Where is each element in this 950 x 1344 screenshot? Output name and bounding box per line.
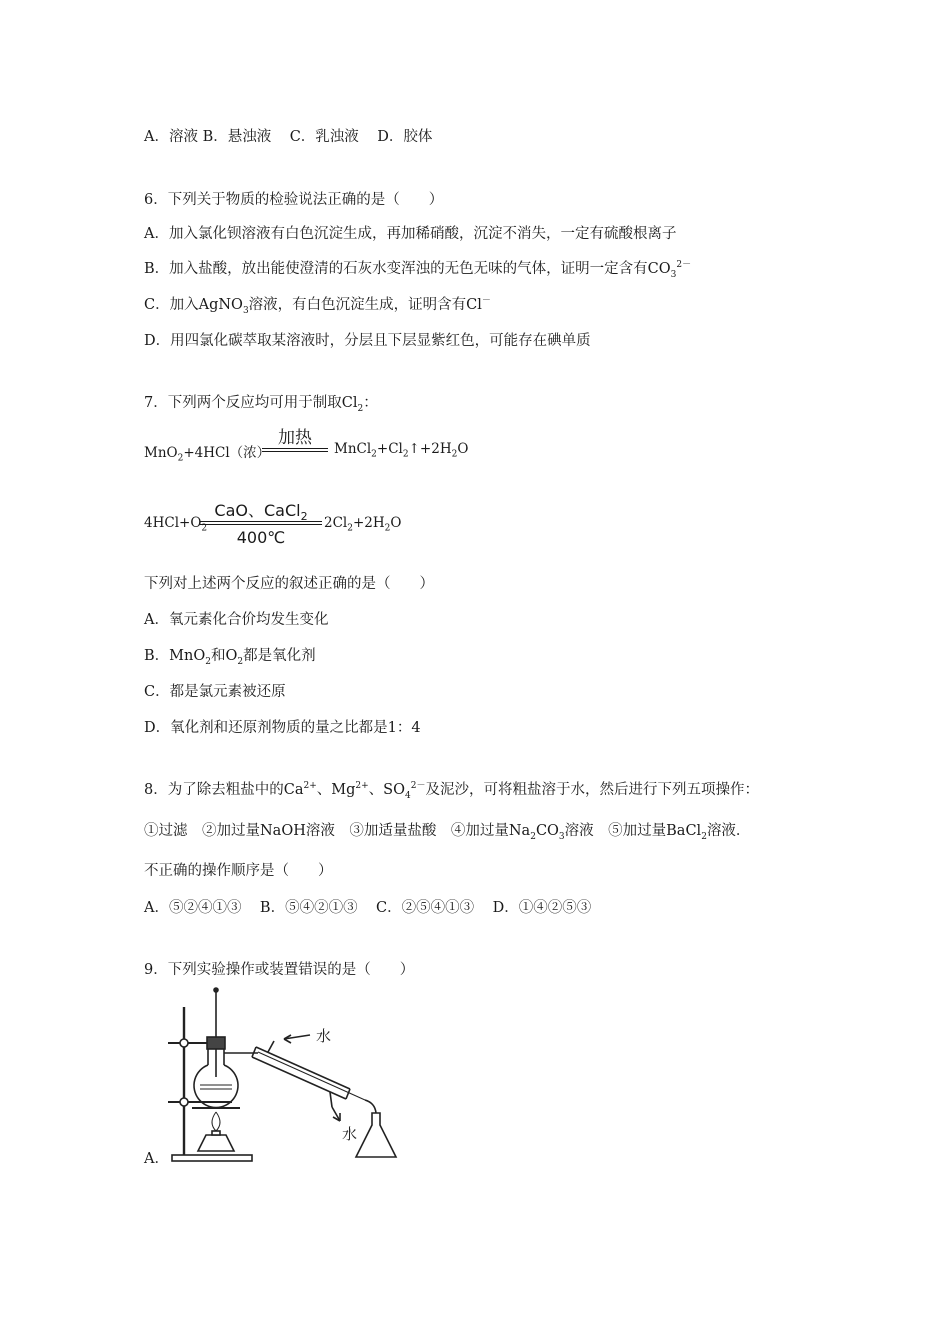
q7-equation-2	[144, 496, 544, 556]
eq1-right-sub2: 2	[402, 449, 409, 460]
q7-option-b-post: 都是氧化剂	[243, 648, 316, 664]
eq2-right-3: O	[390, 515, 402, 531]
eq1-right-1: MnCl	[334, 441, 372, 457]
q7-stem-sub: 2	[357, 403, 364, 414]
condenser-outer-top	[256, 1047, 350, 1089]
conical-flask	[356, 1113, 396, 1157]
clamp-lower-knob	[180, 1098, 188, 1106]
eq2-cond-top-text: CaO、CaCl	[214, 501, 301, 520]
stand-base	[172, 1155, 252, 1161]
eq1-left-post: +4HCl（浓）	[183, 445, 271, 461]
q8-ops-3: 溶液 ⑤加过量BaCl	[564, 823, 702, 839]
q8-option-d: D．①④②⑤③	[492, 900, 592, 916]
q5-option-c: C．乳浊液	[289, 129, 359, 145]
q5-option-d: D．胶体	[377, 129, 433, 145]
eq2-condition-top	[202, 498, 320, 524]
q7-option-b-sub1: 2	[205, 656, 211, 667]
eq2-right-sub1: 2	[347, 523, 353, 534]
eq1-right-2: +Cl	[376, 441, 403, 457]
eq1-right-sub1: 2	[371, 449, 377, 460]
eq1-right-4: O	[457, 441, 469, 457]
eq2-equals-top	[200, 521, 322, 522]
q8-ops-1: ①过滤 ②加过量NaOH溶液 ③加适量盐酸 ④加过量Na	[144, 823, 531, 839]
q8-sub-stem: 不正确的操作顺序是（ ）	[144, 863, 333, 879]
eq2-right	[324, 515, 402, 534]
q6-option-a: A．加入氯化钡溶液有白色沉淀生成，再加稀硝酸，沉淀不消失，一定有硫酸根离子	[144, 226, 677, 242]
q8-ops-2: CO	[535, 823, 559, 839]
distillation-apparatus-figure	[160, 985, 420, 1170]
q7-option-b-sub2: 2	[237, 656, 244, 667]
q6-option-b	[144, 259, 691, 279]
q6-option-d: D．用四氯化碳萃取某溶液时，分层且下层显紫红色，可能存在碘单质	[144, 333, 591, 349]
q8-stem-post: 及泥沙，可将粗盐溶于水，然后进行下列五项操作：	[425, 782, 759, 798]
q7-option-d: D．氧化剂和还原剂物质的量之比都是1：4	[144, 720, 421, 736]
q6-option-c-pre: C．加入AgNO	[144, 297, 243, 313]
q8-stem-mid2: 、SO	[368, 782, 405, 798]
q8-stem-sup2: 2+	[355, 781, 369, 792]
q8-option-c: C．②⑤④①③	[376, 900, 475, 916]
condenser-outer-bottom	[252, 1057, 346, 1099]
eq2-right-2: +2H	[352, 515, 385, 531]
q8-options	[144, 898, 591, 918]
q8-stem	[144, 780, 759, 800]
eq1-left-pre: MnO	[144, 445, 178, 461]
q6-option-c-sub: 3	[242, 305, 249, 316]
q9-option-a-label: A．	[144, 1151, 169, 1167]
q7-option-b-mid: 和O	[210, 648, 238, 664]
q6-option-c-post: 溶液，有白色沉淀生成，证明含有Cl	[248, 297, 482, 313]
q7-option-b	[144, 646, 316, 666]
q6-option-b-text: B．加入盐酸，放出能使澄清的石灰水变浑浊的无色无味的气体，证明一定含有CO	[144, 261, 671, 277]
q8-stem-sub3: 4	[405, 790, 411, 801]
q8-stem-sup1: 2+	[303, 781, 317, 792]
q7-option-a: A．氧元素化合价均发生变化	[144, 612, 329, 628]
q7-option-c: C．都是氯元素被还原	[144, 684, 286, 700]
clamp-upper-knob	[180, 1039, 188, 1047]
water-in-label: 水	[316, 1027, 332, 1045]
eq2-left-pre: 4HCl+O	[144, 515, 202, 531]
q8-operations	[144, 821, 750, 841]
q8-ops-sub1: 2	[530, 831, 536, 842]
q8-option-b: B．⑤④②①③	[259, 900, 358, 916]
eq2-right-sub2: 2	[384, 523, 391, 534]
q9-stem: 9．下列实验操作或装置错误的是（ ）	[144, 962, 415, 978]
q5-option-b: B．悬浊液	[202, 129, 272, 145]
q7-equation-1	[144, 420, 544, 470]
q5-option-a: A．溶液	[144, 129, 198, 145]
q7-stem-text: 7．下列两个反应均可用于制取Cl	[144, 395, 358, 411]
q8-ops-4: 溶液．	[706, 823, 751, 839]
eq1-left-sub: 2	[177, 453, 184, 464]
eq2-left	[144, 515, 208, 534]
adapter	[365, 1100, 376, 1113]
condenser-inner-tube	[258, 1052, 365, 1100]
q8-stem-pre: 8．为了除去粗盐中的Ca	[144, 782, 304, 798]
eq1-equals-bottom	[262, 451, 328, 452]
q7-option-b-pre: B．MnO	[144, 648, 206, 664]
q6-stem: 6．下列关于物质的检验说法正确的是（ ）	[144, 192, 444, 208]
eq1-left	[144, 441, 271, 464]
eq2-equals-bottom	[200, 524, 322, 525]
stopper	[207, 1037, 225, 1049]
eq2-condition-bottom: 400℃	[236, 528, 286, 547]
q6-option-b-sub: 3	[670, 269, 677, 280]
q8-stem-mid1: 、Mg	[316, 782, 356, 798]
eq1-right	[334, 441, 469, 460]
eq1-right-sub3: 2	[451, 449, 458, 460]
q7-stem-colon: ：	[363, 395, 378, 411]
q7-sub-stem: 下列对上述两个反应的叙述正确的是（ ）	[144, 576, 434, 592]
q6-option-c	[144, 295, 491, 315]
flame	[212, 1112, 220, 1131]
water-out-label: 水	[342, 1125, 358, 1143]
eq2-cond-top-sub: 2	[300, 510, 308, 524]
q8-option-a: A．⑤②④①③	[144, 900, 242, 916]
alcohol-lamp	[198, 1135, 234, 1151]
q5-options	[144, 127, 432, 147]
eq2-left-sub: 2	[201, 523, 208, 534]
eq1-right-3: ↑+2H	[408, 441, 452, 457]
q8-ops-sub2: 3	[558, 831, 565, 842]
eq1-condition: 加热	[278, 428, 312, 448]
q6-option-c-sup: －	[481, 296, 491, 307]
q8-ops-sub3: 2	[701, 831, 707, 842]
eq2-right-1: 2Cl	[324, 515, 348, 531]
q6-option-b-sup: 2－	[676, 260, 692, 271]
q8-stem-sup3: 2－	[410, 781, 426, 792]
q7-stem	[144, 393, 378, 413]
eq1-equals-top	[262, 448, 328, 449]
